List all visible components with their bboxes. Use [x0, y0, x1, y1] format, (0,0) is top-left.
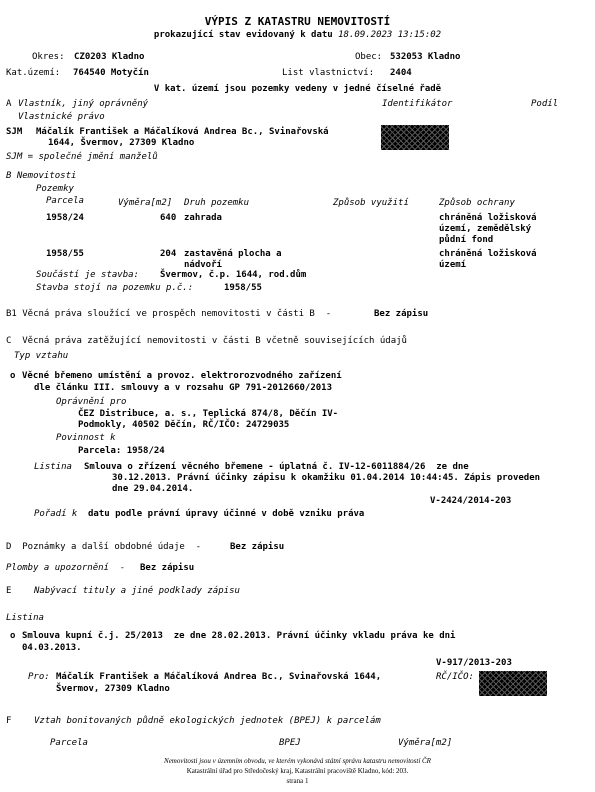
section-c-bullet: o: [10, 371, 16, 381]
col-parcela: Parcela: [46, 196, 84, 206]
katuzemi-note: V kat. území jsou pozemky vedeny v jedné číselné řadě: [153, 84, 442, 94]
obec-label: Obec:: [355, 52, 383, 62]
rcico-redaction: [479, 671, 547, 696]
row2-ochrana1: chráněná ložisková: [439, 249, 537, 259]
katuzemi-label: Kat.území:: [6, 68, 61, 78]
typ-vztahu: Typ vztahu: [14, 351, 69, 361]
kupni-ref: V-917/2013-203: [436, 658, 512, 668]
pro-label: Pro:: [28, 672, 50, 682]
row2-druh1: zastavěná plocha a: [184, 249, 282, 259]
listina-line3: dne 29.04.2014.: [112, 484, 194, 494]
section-d-heading: D Poznámky a další obdobné údaje -: [6, 542, 202, 552]
row2-ochrana2: území: [439, 260, 467, 270]
opravneni-label: Oprávnění pro: [56, 397, 127, 407]
row1-vymera: 640: [160, 213, 177, 223]
opravneni-line2: Podmokly, 40502 Děčín, RČ/IČO: 24729035: [78, 420, 290, 430]
section-a-code: A: [6, 99, 12, 109]
row2-druh2: nádvoří: [184, 260, 222, 270]
listina-heading: Listina: [6, 613, 44, 623]
pro-line2: Švermov, 27309 Kladno: [56, 684, 170, 694]
row1-ochrana2: území, zemědělský: [439, 224, 532, 234]
row1-ochrana1: chráněná ložisková: [439, 213, 537, 223]
row1-ochrana3: půdní fond: [439, 235, 494, 245]
col-druh: Druh pozemku: [184, 198, 250, 208]
subtitle-date: 18.09.2023 13:15:02: [338, 30, 442, 40]
listina-line2: 30.12.2013. Právní účinky zápisu k okamžiku 01.04.2014 10:44:45. Zápis proveden: [112, 473, 541, 483]
owner-line1: Máčalík František a Máčalíková Andrea Bc., Svinařovská: [36, 127, 329, 137]
plomby-label: Plomby a upozornění -: [6, 563, 126, 573]
lv-value: 2404: [390, 68, 412, 78]
kupni-line2: 04.03.2013.: [22, 643, 82, 653]
col-vymera: Výměra[m2]: [118, 198, 173, 208]
pozemky-heading: Pozemky: [36, 184, 74, 194]
vlastnicke-pravo-heading: Vlastnické právo: [18, 112, 105, 122]
soucast-value: Švermov, č.p. 1644, rod.dům: [160, 270, 307, 280]
col-podil: Podíl: [531, 99, 559, 109]
section-f-code: F: [6, 716, 12, 726]
subtitle-text: prokazující stav evidovaný k datu: [153, 30, 333, 40]
listina-line1: Smlouva o zřízení věcného břemene - úplatná č. IV-12-6011884/26 ze dne: [84, 462, 469, 472]
listina-label: Listina: [34, 462, 72, 472]
f-col-vymera: Výměra[m2]: [398, 738, 453, 748]
section-f-heading: Vztah bonitovaných půdně ekologických jednotek (BPEJ) k parcelám: [34, 716, 381, 726]
page-number: strana 1: [286, 777, 309, 785]
povinnost-value: Parcela: 1958/24: [78, 446, 165, 456]
stoji-value: 1958/55: [224, 283, 262, 293]
section-d-value: Bez zápisu: [230, 542, 285, 552]
f-col-parcela: Parcela: [50, 738, 88, 748]
povinnost-label: Povinnost k: [56, 433, 116, 443]
owner-line2: 1644, Švermov, 27309 Kladno: [48, 138, 195, 148]
section-b-heading: B Nemovitosti: [6, 171, 77, 181]
vb-line1: Věcné břemeno umístění a provoz. elektrorozvodného zařízení: [22, 371, 342, 381]
soucast-label: Součástí je stavba:: [36, 270, 139, 280]
col-ochrana: Způsob ochrany: [439, 198, 515, 208]
section-e-bullet: o: [10, 631, 16, 641]
section-c-heading: C Věcná práva zatěžující nemovitosti v části B včetně souvisejících údajů: [6, 336, 407, 346]
section-b1-heading: B1 Věcná práva sloužící ve prospěch nemovitosti v části B -: [6, 309, 332, 319]
section-a-heading: Vlastník, jiný oprávněný: [18, 99, 149, 109]
sjm-note: SJM = společné jmění manželů: [6, 152, 158, 162]
listina-ref: V-2424/2014-203: [430, 496, 512, 506]
okres-value: CZ0203 Kladno: [74, 52, 145, 62]
lv-label: List vlastnictví:: [282, 68, 375, 78]
obec-value: 532053 Kladno: [390, 52, 461, 62]
row2-parcela: 1958/55: [46, 249, 84, 259]
kupni-line1: Smlouva kupní č.j. 25/2013 ze dne 28.02.2013. Právní účinky vkladu práva ke dni: [22, 631, 456, 641]
row1-druh: zahrada: [184, 213, 222, 223]
pro-line1: Máčalík František a Máčalíková Andrea Bc., Svinařovská 1644,: [56, 672, 382, 682]
plomby-value: Bez zápisu: [140, 563, 195, 573]
footer-line1: Nemovitosti jsou v územním obvodu, ve kterém vykonává státní správu katastru nemovitostí ČR: [164, 757, 431, 765]
row1-parcela: 1958/24: [46, 213, 84, 223]
col-vyuziti: Způsob využití: [333, 198, 409, 208]
poradi-label: Pořadí k: [34, 509, 78, 519]
section-b1-value: Bez zápisu: [374, 309, 429, 319]
stoji-label: Stavba stojí na pozemku p.č.:: [36, 283, 194, 293]
section-e-heading: Nabývací tituly a jiné podklady zápisu: [34, 586, 240, 596]
f-col-bpej: BPEJ: [279, 738, 301, 748]
identifikator-redaction: [381, 125, 449, 150]
col-identifikator: Identifikátor: [382, 99, 453, 109]
rcico-label: RČ/IČO:: [436, 672, 474, 682]
okres-label: Okres:: [32, 52, 65, 62]
document-subtitle: [0, 30, 595, 41]
katuzemi-value: 764540 Motyčín: [73, 68, 149, 78]
poradi-value: datu podle právní úpravy účinné v době vzniku práva: [88, 509, 365, 519]
sjm-code: SJM: [6, 127, 23, 137]
opravneni-line1: ČEZ Distribuce, a. s., Teplická 874/8, Děčín IV-: [78, 409, 339, 419]
footer-line2: Katastrální úřad pro Středočeský kraj, Katastrální pracoviště Kladno, kód: 203.: [186, 767, 409, 775]
row2-vymera: 204: [160, 249, 177, 259]
document-title: VÝPIS Z KATASTRU NEMOVITOSTÍ: [204, 15, 391, 28]
vb-line2: dle článku III. smlouvy a v rozsahu GP 791-2012660/2013: [34, 383, 333, 393]
section-e-code: E: [6, 586, 12, 596]
